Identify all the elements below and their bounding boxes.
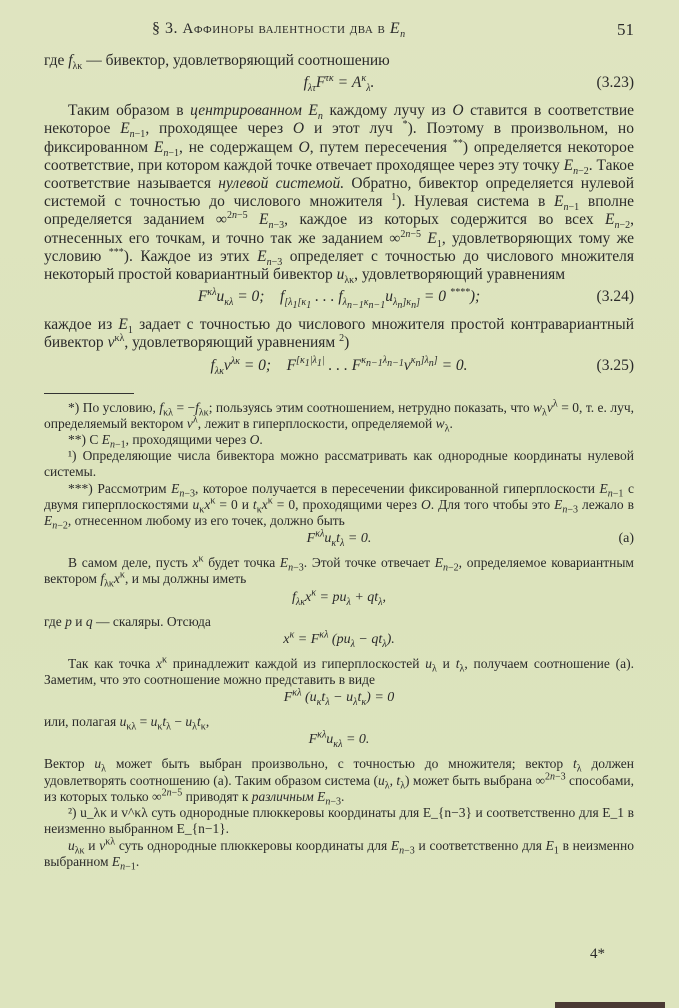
footnote-continued: Вектор $u_\lambda$ может быть выбран произвольно, с точностью до множителя; вектор $t_\lambda$ должен удовлетворять соотношению (a). Таким образом система ($u_\lambda$, $t_\lambda$) может быть выбрана ∞$^{2n-3}$ способами, из которых только ∞$^{2n-5}$ приводят к различным $E_{n-3}$. [44, 756, 635, 808]
footnote-mark: ***) [68, 480, 93, 496]
footnote: ***) Рассмотрим $E_{n-3}$, которое получается в пересечении фиксированной гиперплоскости $E_{n-1}$ с двумя гиперплоскостями $u_\kappa x^\kappa = 0$ и $t_\kappa x^\kappa = 0$, проходящими через O. Для того чтобы это $E_{n-3}$ лежало в $E_{n-2}$, отнесенном любому из его точек, должно быть [44, 480, 634, 532]
footnote-continued: Так как точка $x^\kappa$ принадлежит каждой из гиперплоскостей $u_\lambda$ и $t_\lambda$, получаем соотношение (a). Заметим, что это соотношение можно представить в виде [44, 654, 635, 688]
scan-edge [555, 1002, 665, 1008]
paragraph: Таким образом в центрированном $E_n$ каждому лучу из O ставится в соответствие некоторое $E_{n-1}$, проходящее через O и этот луч *). Поэтому в произвольном, но фиксированном $E_{n-1}$, не содержащем O, путем пересечения **) определяется некоторое соответствие, при котором каждой точке отвечает проходящее через эту точку $E_{n-2}$. Такое соответствие называется нулевой системой. Обратно, бивектор определяется нулевой системой с точностью до числового множителя $^1$). Нулевая система в $E_{n-1}$ вполне определяется заданием ∞$^{2n-5}$ $E_{n-3}$, каждое из которых содержится во всех $E_{n-2}$, отнесенных его точкам, и точно так же заданием ∞$^{2n-5}$ $E_1$, удовлетворяющих тому же условию ***). Каждое из этих $E_{n-3}$ определяет с точностью до числового множителя некоторый простой ковариантный бивектор $u_{\lambda\kappa}$, удовлетворяющий уравнениям [44, 102, 635, 287]
equation-formula: $F^{\kappa\lambda}u_{\kappa\lambda} = 0$; $f_{[\lambda_1[\kappa_1}$ . . . $f_{\lambda_{n-1}\kappa_{n-1}}u_{\lambda_n]\kappa_n]} = 0$ ****); [197, 287, 481, 312]
paragraph: где $f_{\lambda\kappa}$ — бивектор, удовлетворяющий соотношению [44, 52, 390, 73]
footnote: $u_{\lambda\kappa}$ и $v^{\kappa\lambda}$ суть однородные плюккеровы координаты для $E_{n-3}$ и соответственно для $E_1$ в неизменно выбранном $E_{n-1}$. [44, 836, 635, 873]
section-number: § 3. [152, 20, 178, 37]
equation-3-23 [44, 74, 634, 96]
equation-number: (3.25) [596, 356, 634, 374]
section-title [152, 20, 406, 41]
footnote [44, 805, 634, 837]
equation-inline [44, 729, 634, 752]
paragraph: каждое из $E_1$ задает с точностью до числового множителя простой контравариантный бивектор $v^{\kappa\lambda}$, удовлетворяющий уравнениям $^2$) [44, 316, 634, 352]
footnote: *) По условию, $f_{\kappa\lambda} = -f_{\lambda\kappa}$; пользуясь этим соотношением, нетрудно показать, что $w_\lambda v^\lambda = 0$, т. е. луч, определяемый вектором $v^\lambda$, лежит в гиперплоскости, определяемой $w_\lambda$. [44, 398, 634, 435]
equation-formula: $x^\kappa = F^{\kappa\lambda}$ $(pu_\lambda - qt_\lambda)$. [283, 629, 395, 650]
running-header [44, 20, 634, 44]
footnote-continued: или, полагая $u_{\kappa\lambda} = u_\kappa t_\lambda - u_\lambda t_\kappa$, [44, 714, 210, 733]
equation-inline [44, 587, 634, 610]
footnote [44, 448, 634, 480]
equation-3-24 [44, 288, 634, 310]
equation-3-25 [44, 357, 634, 379]
equation-a [44, 528, 634, 551]
footnote-mark: *) [68, 399, 80, 415]
footnote-continued: где p и q — скаляры. Отсюда [44, 613, 211, 629]
main-text [44, 52, 635, 873]
section-title-var: E [389, 20, 401, 37]
page-number: 51 [617, 20, 634, 39]
section-title-text: Аффиноры валентности два в [182, 21, 386, 37]
equation-number: (3.24) [596, 288, 634, 306]
equation-formula: $f_{\lambda\kappa}v^{\lambda\kappa} = 0$; $F^{[\kappa_1|\lambda_1|}$ . . . $F^{\kappa_{n-1}\lambda_{n-1}}v^{\kappa_n]\lambda_n]} = 0$. [210, 355, 468, 377]
equation-number: (3.23) [596, 74, 634, 92]
equation-inline [44, 687, 634, 710]
footnote-mark: ¹) [68, 448, 77, 464]
footnote-divider [44, 393, 134, 394]
footnote: **) С $E_{n-1}$, проходящими через O. [68, 432, 263, 451]
footnotes [44, 398, 635, 873]
footnote-text: u_λκ и v^κλ суть однородные плюккеровы координаты для E_{n−3} и соответственно для E_1 в неизменно выбранном E_{n−1}. [44, 805, 635, 837]
footnote-mark: ²) [68, 805, 77, 821]
equation-formula: $F^{\kappa\lambda}u_{\kappa\lambda} = 0$. [308, 729, 370, 751]
section-title-sub: n [400, 29, 406, 41]
footnote-text: Определяющие числа бивектора можно рассматривать как однородные координаты нулевой системы. [44, 448, 635, 480]
equation-formula: $F^{\kappa\lambda}$ $(u_\kappa t_\lambda - u_\lambda t_\kappa) = 0$ [283, 687, 395, 709]
equation-formula: $f_{\lambda\tau}F^{\tau\kappa} = A^\kappa_\lambda$. [303, 73, 375, 95]
signature-mark: 4* [590, 946, 605, 962]
footnote-continued: В самом деле, пусть $x^\kappa$ будет точка $E_{n-3}$. Этой точке отвечает $E_{n-2}$, определяемое ковариантным вектором $f_{\lambda\kappa}x^\kappa$, и мы должны иметь [44, 553, 634, 591]
equation-inline [44, 629, 634, 652]
equation-formula: $F^{\kappa\lambda}u_\kappa t_\lambda = 0$. [306, 528, 372, 550]
equation-number: (a) [618, 531, 634, 547]
footnote-mark: **) [68, 432, 86, 448]
equation-formula: $f_{\lambda\kappa}x^\kappa = pu_\lambda + qt_\lambda$, [291, 587, 387, 608]
